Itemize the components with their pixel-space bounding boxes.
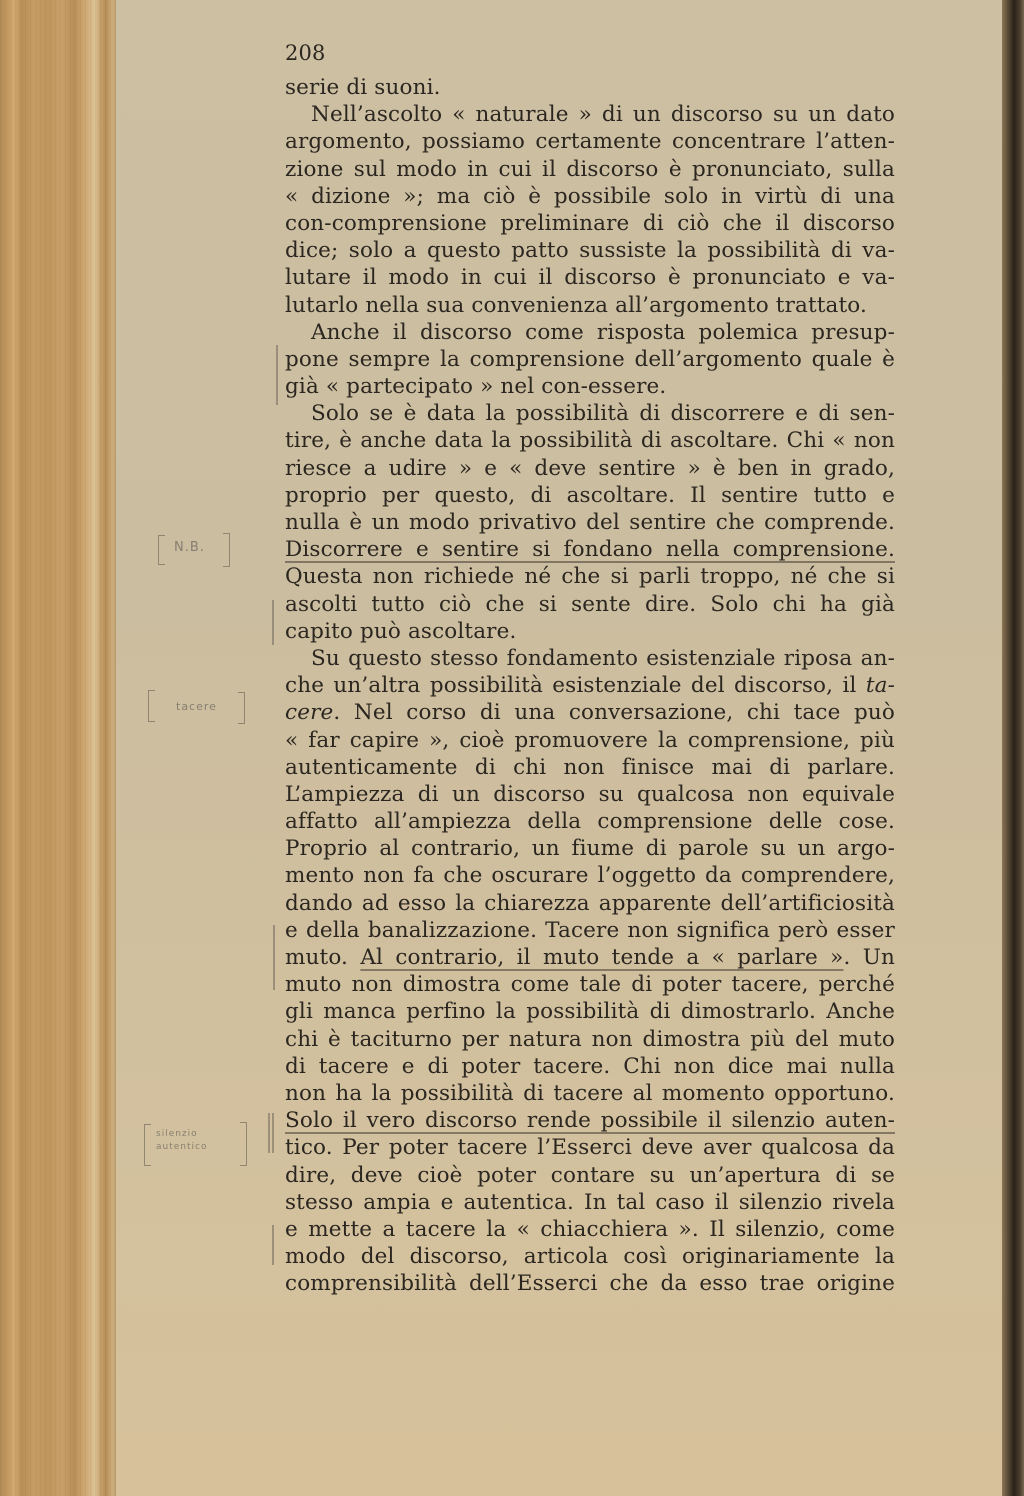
text-line: ascolti tutto ciò che si sente dire. Solo chi ha già <box>285 591 895 617</box>
text-line: di tacere e di poter tacere. Chi non dice mai nulla <box>285 1053 895 1079</box>
text-line: Proprio al contrario, un fiume di parole su un argo- <box>285 836 895 862</box>
text-line: e mette a tacere la « chiacchiera ». Il silenzio, come <box>285 1216 895 1242</box>
pencil-margin-bar <box>276 345 278 405</box>
pencil-margin-bar <box>272 600 274 645</box>
text-line: « dizione »; ma ciò è possibile solo in virtù di una <box>285 183 895 209</box>
text-line: gli manca perfino la possibilità di dimostrarlo. Anche <box>285 999 895 1025</box>
margin-note-text: tacere <box>176 700 217 713</box>
text-line: riesce a udire » e « deve sentire » è ben in grado, <box>285 455 895 481</box>
text-line: tire, è anche data la possibilità di ascoltare. Chi « non <box>285 428 895 454</box>
text-line: autenticamente di chi non finisce mai di parlare. <box>285 754 895 780</box>
text-line: muto non dimostra come tale di poter tacere, perché <box>285 972 895 998</box>
page-number: 208 <box>285 41 326 65</box>
bracket-left <box>144 1124 151 1166</box>
text-line: e della banalizzazione. Tacere non significa però esser <box>285 917 895 943</box>
text-line: nulla è un modo privativo del sentire che comprende. <box>285 510 895 535</box>
text-line: argomento, possiamo certamente concentrare l’atten- <box>285 129 895 155</box>
text-line: già « partecipato » nel con-essere. <box>285 374 667 400</box>
text-line: comprensibilità dell’Esserci che da esso trae origine <box>285 1271 895 1297</box>
text-lines <box>285 74 895 1297</box>
text-line: con-comprensione preliminare di ciò che il discorso <box>285 210 895 236</box>
text-line: serie di suoni. <box>285 75 441 100</box>
text-line: non ha la possibilità di tacere al momento opportuno. <box>285 1080 895 1106</box>
text-line: cere. Nel corso di una conversazione, chi tace può <box>285 700 895 726</box>
text-line: muto. Al contrario, il muto tende a « parlare ». Un <box>285 945 895 970</box>
pencil-margin-bar <box>268 1113 270 1153</box>
text-line: mento non fa che oscurare l’oggetto da comprendere, <box>285 863 895 889</box>
book-page-edges <box>0 0 116 1496</box>
text-line: dice; solo a questo patto sussiste la possibilità di va- <box>285 238 895 264</box>
text-line: Anche il discorso come risposta polemica presup- <box>311 319 895 345</box>
book-gutter <box>1002 0 1024 1496</box>
text-line: lutarlo nella sua convenienza all’argomento trattato. <box>285 292 868 318</box>
text-line: dando ad esso la chiarezza apparente dell’artificiosità <box>285 890 895 916</box>
bracket-left <box>148 690 155 722</box>
text-line: pone sempre la comprensione dell’argomento quale è <box>285 346 895 372</box>
text-line: Nell’ascolto « naturale » di un discorso su un dato <box>311 102 895 128</box>
margin-note-text: silenzio autentico <box>156 1129 208 1152</box>
text-line: che un’altra possibilità esistenziale del discorso, il ta- <box>285 673 895 699</box>
text-line: lutare il modo in cui il discorso è pronunciato e va- <box>285 265 895 291</box>
bracket-right <box>223 533 230 567</box>
text-line: dire, deve cioè poter contare su un’apertura di se <box>285 1162 895 1188</box>
text-line: « far capire », cioè promuovere la comprensione, più <box>285 727 895 753</box>
bracket-left <box>158 535 165 565</box>
text-line: Solo se è data la possibilità di discorrere e di sen- <box>311 401 895 427</box>
text-line: stesso ampia e autentica. In tal caso il silenzio rivela <box>285 1189 895 1215</box>
text-line: capito può ascoltare. <box>285 618 517 644</box>
margin-note-text: N.B. <box>174 540 205 555</box>
text-line: affatto all’ampiezza della comprensione delle cose. <box>285 809 895 835</box>
text-line: proprio per questo, di ascoltare. Il sentire tutto e <box>285 482 895 508</box>
text-line: Solo il vero discorso rende possibile il silenzio auten- <box>285 1108 895 1134</box>
text-line: zione sul modo in cui il discorso è pronunciato, sulla <box>285 156 895 182</box>
page-text <box>285 40 895 1297</box>
pencil-margin-bar <box>273 925 275 990</box>
text-line: tico. Per poter tacere l’Esserci deve aver qualcosa da <box>285 1135 895 1161</box>
text-line: Su questo stesso fondamento esistenziale riposa an- <box>311 645 895 671</box>
pencil-margin-bar <box>272 1225 274 1265</box>
text-line: Questa non richiede né che si parli troppo, né che si <box>285 564 895 590</box>
text-line: Discorrere e sentire si fondano nella comprensione. <box>285 537 895 563</box>
text-line: modo del discorso, articola così originariamente la <box>285 1244 895 1270</box>
text-line: L’ampiezza di un discorso su qualcosa non equivale <box>285 781 895 807</box>
bracket-right <box>238 692 245 724</box>
bracket-right <box>240 1122 247 1166</box>
pencil-margin-bar <box>272 1113 274 1153</box>
text-line: chi è taciturno per natura non dimostra più del muto <box>285 1026 895 1052</box>
